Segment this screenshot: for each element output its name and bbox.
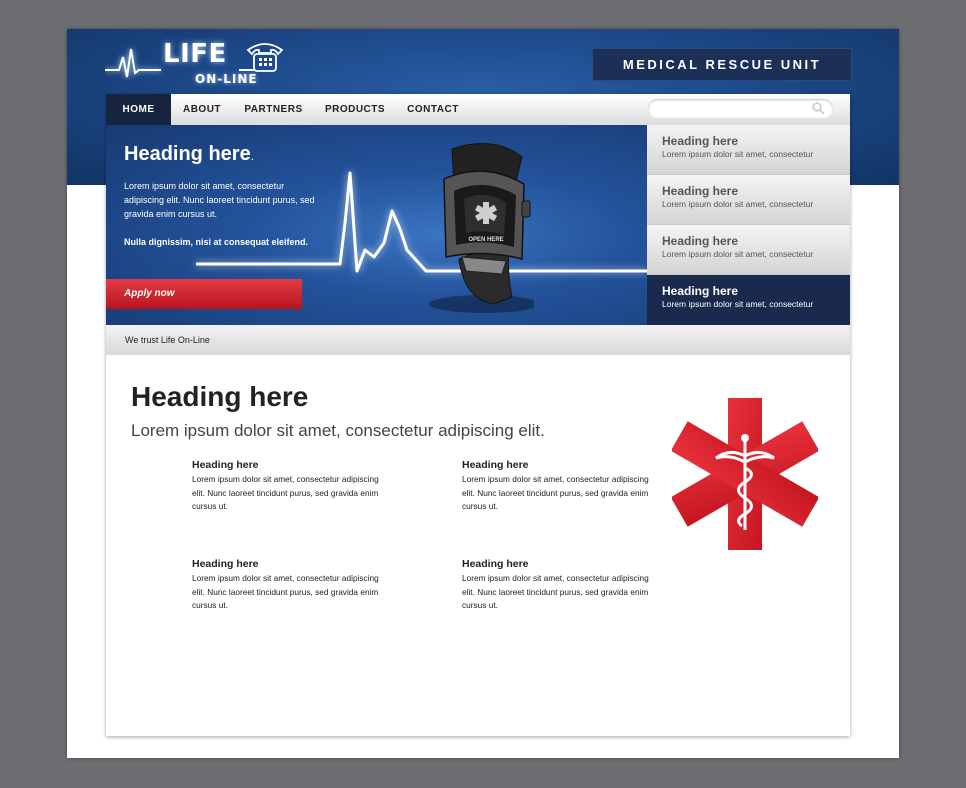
trust-bar: We trust Life On-Line <box>106 325 850 355</box>
content-subtitle: Lorem ipsum dolor sit amet, consectetur adipiscing elit. <box>131 421 545 440</box>
side-item-sub: Lorem ipsum dolor sit amet, consectetur <box>662 299 814 309</box>
side-menu <box>647 125 850 325</box>
side-item-title: Heading here <box>662 284 739 298</box>
hero-title-period: . <box>250 149 255 163</box>
side-item-1[interactable] <box>647 125 850 175</box>
logo[interactable] <box>105 37 290 87</box>
telephone-icon <box>245 38 285 74</box>
hero-title: Heading here. <box>124 143 255 165</box>
logo-online-text: ON-LINE <box>195 72 258 86</box>
feature-title: Heading here <box>192 558 259 570</box>
apply-now-button[interactable]: Apply now <box>106 279 302 309</box>
nav-partners[interactable]: PARTNERS <box>244 104 303 115</box>
side-item-sub: Lorem ipsum dolor sit amet, consectetur <box>662 149 814 159</box>
feature-block-3 <box>192 558 392 613</box>
feature-block-4 <box>462 558 662 613</box>
feature-title: Heading here <box>462 558 529 570</box>
feature-text: Lorem ipsum dolor sit amet, consectetur adipiscing elit. Nunc laoreet tincidunt purus, sed gravida enim cursus ut. <box>462 474 649 511</box>
search-icon[interactable] <box>812 102 825 115</box>
side-item-4[interactable] <box>647 275 850 325</box>
hero-bold-text: Nulla dignissim, nisi at consequat eleifend. <box>124 237 309 247</box>
hero-text: Lorem ipsum dolor sit amet, consectetur adipiscing elit. Nunc laoreet tincidunt purus, sed gravida enim cursus ut. <box>124 181 315 219</box>
hero-banner <box>106 125 647 325</box>
feature-title: Heading here <box>462 459 529 471</box>
logo-life-text: LIFE <box>163 39 227 69</box>
feature-block-1 <box>192 459 392 514</box>
feature-text: Lorem ipsum dolor sit amet, consectetur adipiscing elit. Nunc laoreet tincidunt purus, sed gravida enim cursus ut. <box>462 573 649 610</box>
feature-text: Lorem ipsum dolor sit amet, consectetur adipiscing elit. Nunc laoreet tincidunt purus, sed gravida enim cursus ut. <box>192 573 379 610</box>
content-title: Heading here <box>131 381 309 412</box>
main-panel <box>106 94 850 736</box>
star-of-life-icon <box>672 398 818 550</box>
nav-about[interactable]: ABOUT <box>182 104 222 115</box>
nav-products[interactable]: PRODUCTS <box>324 104 386 115</box>
nav-home[interactable]: HOME <box>106 94 171 125</box>
watch-image <box>424 139 534 319</box>
unit-badge: MEDICAL RESCUE UNIT <box>592 48 852 81</box>
side-item-2[interactable] <box>647 175 850 225</box>
nav-contact[interactable]: CONTACT <box>407 104 459 115</box>
side-item-title: Heading here <box>662 184 739 198</box>
main-nav <box>106 94 850 126</box>
watch-label: OPEN HERE <box>468 237 504 243</box>
side-item-title: Heading here <box>662 234 739 248</box>
feature-text: Lorem ipsum dolor sit amet, consectetur adipiscing elit. Nunc laoreet tincidunt purus, sed gravida enim cursus ut. <box>192 474 379 511</box>
side-item-sub: Lorem ipsum dolor sit amet, consectetur <box>662 249 814 259</box>
side-item-sub: Lorem ipsum dolor sit amet, consectetur <box>662 199 814 209</box>
search-input[interactable] <box>648 99 833 118</box>
feature-block-2 <box>462 459 662 514</box>
page-frame <box>67 29 899 758</box>
side-item-title: Heading here <box>662 134 739 148</box>
feature-title: Heading here <box>192 459 259 471</box>
side-item-3[interactable] <box>647 225 850 275</box>
